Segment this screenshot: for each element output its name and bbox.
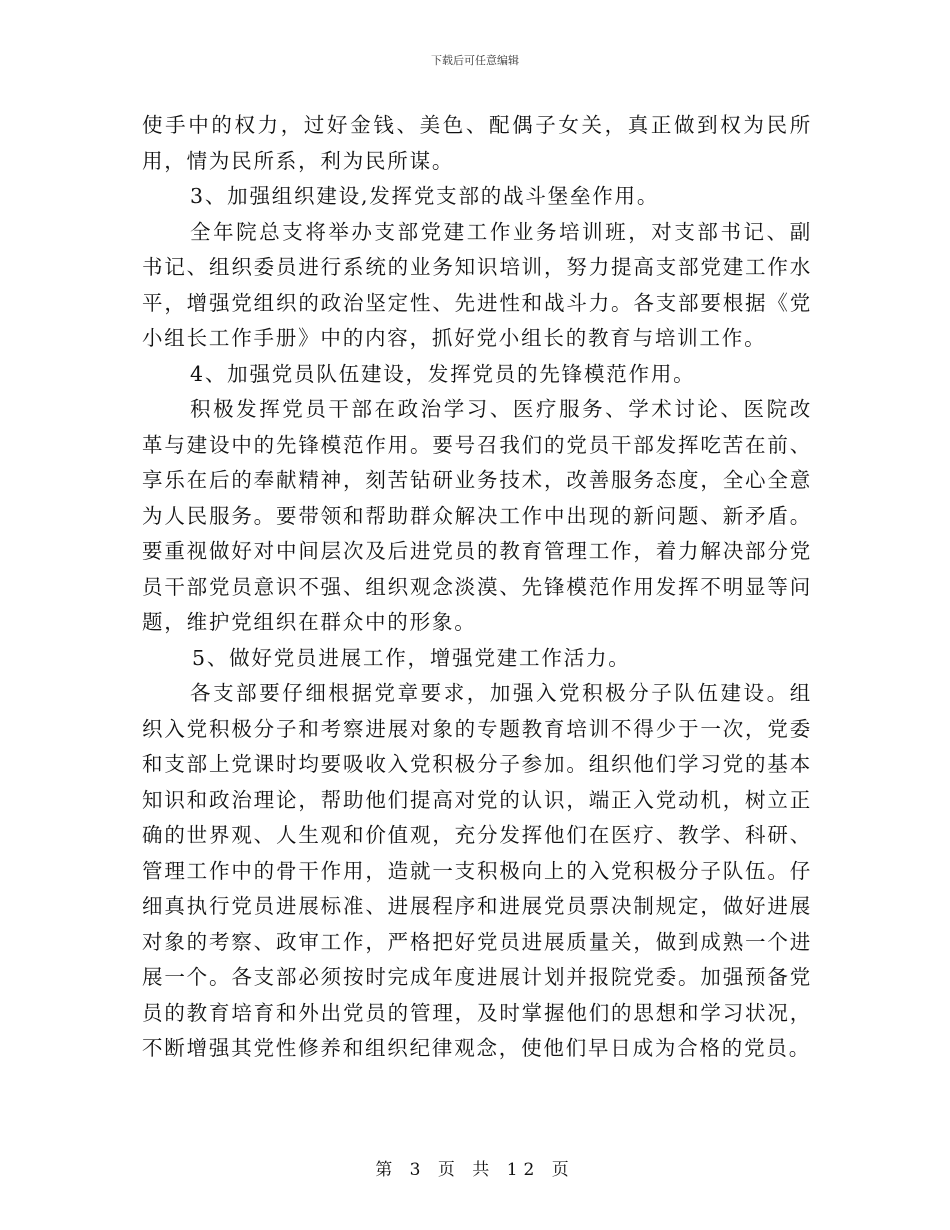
section-heading-4: 4、加强党员队伍建设，发挥党员的先锋模范作用。 — [190, 361, 696, 386]
page-header-note: 下载后可任意编辑 — [431, 54, 519, 67]
section-heading-5: 5、做好党员进展工作，增强党建工作活力。 — [192, 645, 631, 670]
paragraph-member-development: 各支部要仔细根据党章要求，加强入党积极分子队伍建设。组织入党积极分子和考察进展对象的专题教育培训不得少于一次，党委和支部上党课时均要吸收入党积极分子参加。组织他们学习党的基本知识和政治理论，帮助他们提高对党的认识，端正入党动机，树立正确的世界观、人生观和价值观，充分发挥他们在医疗、教学、科研、管理工作中的骨干作用，造就一支积极向上的入党积极分子队伍。仔细真执行党员进展标准、进展程序和进展党员票决制规定，做好进展对象的考察、政审工作，严格把好党员进展质量关，做到成熟一个进展一个。各支部必须按时完成年度进展计划并报院党委。加强预备党员的教育培育和外出党员的管理，及时掌握他们的思想和学习状况，不断增强其党性修养和组织纪律观念，使他们早日成为合格的党员。 — [142, 681, 812, 1060]
section-heading-3: 3、加强组织建设,发挥党支部的战斗堡垒作用。 — [190, 184, 660, 208]
paragraph-org-building: 全年院总支将举办支部党建工作业务培训班，对支部书记、副书记、组织委员进行系统的业务知识培训，努力提高支部党建工作水平，增强党组织的政治坚定性、先进性和战斗力。各支部要根据《党小组长工作手册》中的内容，抓好党小组长的教育与培训工作。 — [142, 219, 812, 350]
document-body — [142, 108, 812, 1067]
paragraph-member-team: 积极发挥党员干部在政治学习、医疗服务、学术讨论、医院改革与建设中的先锋模范作用。要号召我们的党员干部发挥吃苦在前、享乐在后的奉献精神，刻苦钻研业务技术，改善服务态度，全心全意为人民服务。要带领和帮助群众解决工作中出现的新问题、新矛盾。要重视做好对中间层次及后进党员的教育管理工作，着力解决部分党员干部党员意识不强、组织观念淡漠、先锋模范作用发挥不明显等问题，维护党组织在群众中的形象。 — [142, 397, 812, 634]
page-number-footer: 第 3 页 共 12 页 — [375, 1160, 575, 1180]
paragraph-continuation: 使手中的权力，过好金钱、美色、配偶子女关，真正做到权为民所用，情为民所系，利为民所谋。 — [142, 113, 812, 173]
